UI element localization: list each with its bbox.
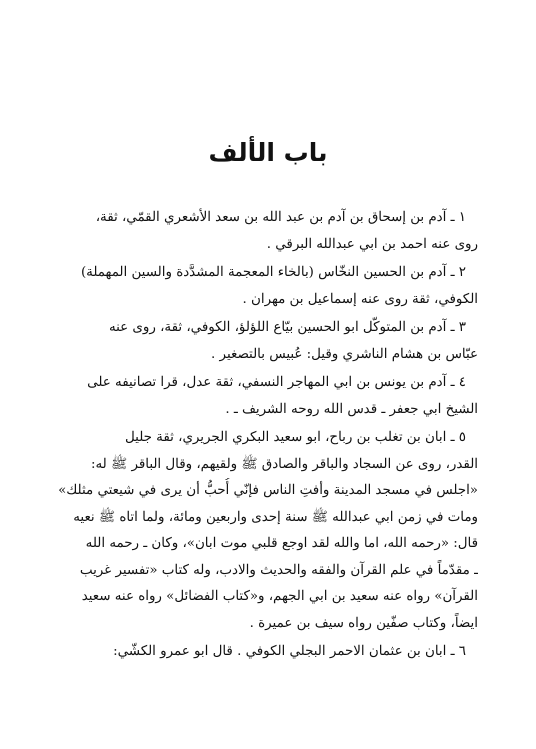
entry-line: ـ مقدّماً في علم القرآن والفقه والحديث والادب، وله كتاب «تفسير غريب xyxy=(79,562,478,578)
entry-line: الكوفي، ثقة روى عنه إسماعيل بن مهران . xyxy=(242,291,478,307)
entry-2 xyxy=(58,260,478,313)
entry-5 xyxy=(58,425,478,637)
entry-3 xyxy=(58,315,478,368)
entry-line: ومات في زمن ابي عبدالله ﷺ سنة إحدى واربعين ومائة، ولما اتاه ﷺ نعيه xyxy=(73,509,478,525)
entry-line: ١ ـ آدم بن إسحاق بن آدم بن عبد الله بن سعد الأشعري القمّي، ثقة، xyxy=(95,210,466,225)
entry-line: قال: «رحمه الله، اما والله لقد اوجع قلبي موت ابان»، وكان ـ رحمه الله xyxy=(85,536,478,551)
entry-line: ٦ ـ ابان بن عثمان الاحمر البجلي الكوفي . قال ابو عمرو الكشّي: xyxy=(113,644,466,659)
entry-line: القدر، روى عن السجاد والباقر والصادق ﷺ ولقيهم، وقال الباقر ﷺ له: xyxy=(90,456,478,472)
entry-line: عبّاس بن هشام الناشري وقيل: عُبيس بالتصغير . xyxy=(211,346,478,362)
chapter-title: باب الألف xyxy=(208,138,328,167)
entry-line: ٣ ـ آدم بن المتوكّل ابو الحسين بيّاع اللؤلؤ، الكوفي، ثقة، روى عنه xyxy=(108,320,466,335)
entry-line: الشيخ ابي جعفر ـ قدس الله روحه الشريف ـ . xyxy=(225,401,478,417)
entry-6 xyxy=(58,639,478,666)
entry-4 xyxy=(58,370,478,423)
entries-list xyxy=(58,205,478,668)
entry-line: روى عنه احمد بن ابي عبدالله البرقي . xyxy=(266,236,478,252)
entry-line: «اجلس في مسجد المدينة وأفتِ الناس فإنّي أُحبُّ أن يرى في شيعتي مثلك» xyxy=(58,483,478,498)
entry-1 xyxy=(58,205,478,258)
entry-line: ايضاً، وكتاب صفّين رواه سيف بن عميرة . xyxy=(249,615,478,631)
entry-line: ٤ ـ آدم بن يونس بن ابي المهاجر النسفي، ثقة عدل، قرا تصانيفه على xyxy=(87,375,466,390)
entry-line: ٢ ـ آدم بن الحسين النخّاس (بالخاء المعجمة المشدَّدة والسين المهملة) xyxy=(80,265,466,280)
entry-line: القرآن» رواه عنه سعيد بن ابي الجهم، و«كتاب الفضائل» رواه عنه سعيد xyxy=(81,589,478,604)
entry-line: ٥ ـ ابان بن تغلب بن رباح، ابو سعيد البكري الجريري، ثقة جليل xyxy=(125,430,466,445)
